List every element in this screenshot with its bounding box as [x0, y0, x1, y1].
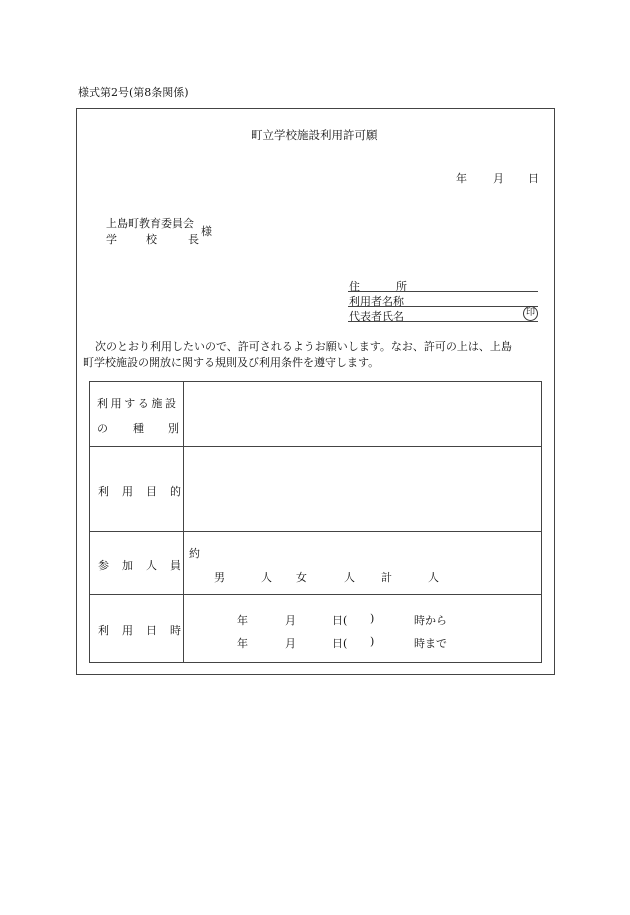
address-underline: [348, 291, 538, 292]
female-person-unit: 人: [344, 571, 355, 584]
participants-char-1: 参: [98, 559, 109, 572]
purpose-value-cell[interactable]: [184, 447, 542, 532]
approx-label: 約: [189, 547, 200, 560]
application-table: [89, 381, 542, 663]
total-label: 計: [381, 571, 392, 584]
body-line-2: 町学校施設の開放に関する規則及び利用条件を遵守します。: [83, 356, 380, 369]
facility-value-cell[interactable]: [184, 382, 542, 447]
datetime-value-cell[interactable]: [184, 595, 542, 663]
datetime-char-2: 用: [122, 624, 133, 637]
facility-label-2c: 別: [168, 422, 179, 435]
start-close-paren: ): [370, 612, 375, 625]
male-label: 男: [214, 571, 225, 584]
start-day: 日(: [332, 614, 348, 627]
form-number: 様式第2号(第8条関係): [78, 86, 189, 99]
datetime-char-3: 日: [146, 624, 157, 637]
participants-char-3: 人: [146, 559, 157, 572]
end-time-until: 時まで: [414, 637, 447, 650]
male-person-unit: 人: [261, 571, 272, 584]
end-year: 年: [237, 637, 248, 650]
datetime-label-cell: [90, 595, 184, 663]
rep-name-underline: [348, 321, 538, 322]
facility-label-cell: [90, 382, 184, 447]
datetime-char-1: 利: [98, 624, 109, 637]
row-purpose: [90, 447, 542, 532]
start-time-from: 時から: [414, 614, 447, 627]
address-label-1: 住: [349, 280, 360, 293]
form-title: 町立学校施設利用許可願: [251, 128, 378, 142]
start-year: 年: [237, 614, 248, 627]
purpose-char-1: 利: [98, 485, 109, 498]
participants-char-4: 員: [170, 559, 181, 572]
participants-label-cell: [90, 532, 184, 595]
facility-label-1: 利用する施設: [97, 397, 179, 410]
purpose-label-cell: [90, 447, 184, 532]
row-facility: [90, 382, 542, 447]
participants-char-2: 加: [122, 559, 133, 572]
purpose-char-4: 的: [170, 485, 181, 498]
addressee-principal-3: 長: [188, 233, 199, 246]
addressee-principal-1: 学: [106, 233, 117, 246]
date-month: 月: [493, 172, 504, 185]
end-day: 日(: [332, 637, 348, 650]
addressee-board: 上島町教育委員会: [106, 217, 194, 230]
end-month: 月: [285, 637, 296, 650]
addressee-principal-2: 校: [146, 233, 157, 246]
row-datetime: [90, 595, 542, 663]
seal-mark: 印: [523, 306, 538, 321]
row-participants: [90, 532, 542, 595]
addressee-honorific: 様: [201, 225, 212, 238]
start-month: 月: [285, 614, 296, 627]
user-name-underline: [348, 306, 538, 307]
purpose-char-2: 用: [122, 485, 133, 498]
date-year: 年: [456, 172, 467, 185]
facility-label-2a: の: [97, 422, 108, 435]
total-person-unit: 人: [428, 571, 439, 584]
date-day: 日: [528, 172, 539, 185]
participants-value-cell[interactable]: [184, 532, 542, 595]
rep-name-label: 代表者氏名: [349, 310, 404, 323]
datetime-char-4: 時: [170, 624, 181, 637]
end-close-paren: ): [370, 635, 375, 648]
address-label-2: 所: [396, 280, 407, 293]
purpose-char-3: 目: [146, 485, 157, 498]
user-name-label: 利用者名称: [349, 295, 404, 308]
female-label: 女: [296, 571, 307, 584]
body-line-1: 次のとおり利用したいので、許可されるようお願いします。なお、許可の上は、上島: [95, 340, 512, 353]
facility-label-2b: 種: [133, 422, 144, 435]
